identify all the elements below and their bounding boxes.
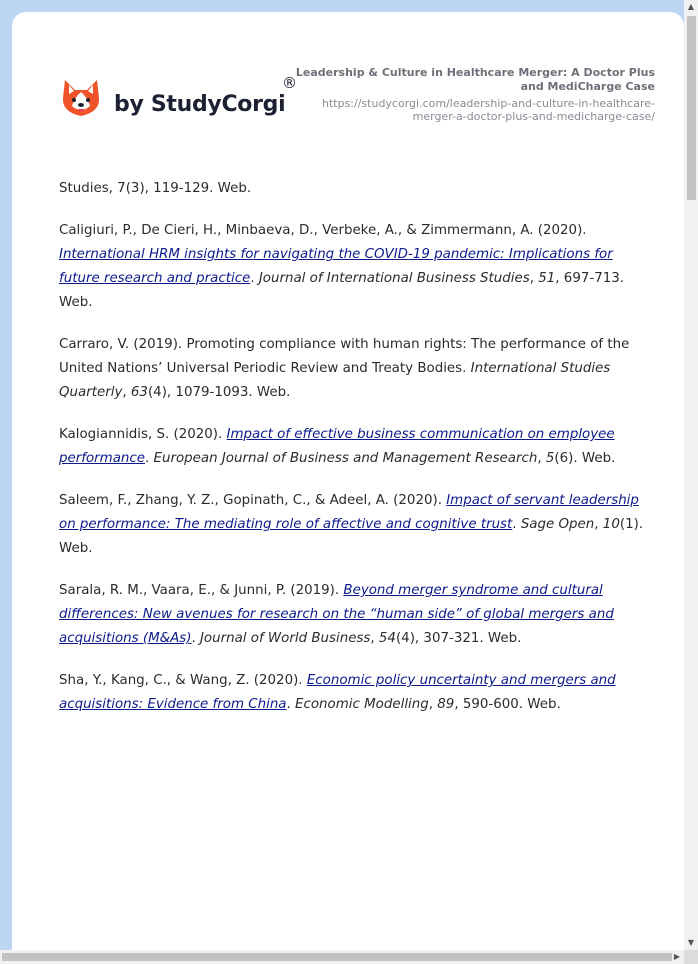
reference-title-link[interactable]: Economic policy uncertainty and mergers and acquisitions: Evidence from China xyxy=(59,673,616,712)
reference-authors: Sha, Y., Kang, C., & Wang, Z. (2020). xyxy=(59,673,307,688)
reference-separator: . xyxy=(191,631,200,646)
reference-volume: 51 xyxy=(538,271,556,286)
reference-separator: , xyxy=(594,517,603,532)
reference-separator: . xyxy=(250,271,259,286)
document-title: Leadership & Culture in Healthcare Merger: A Doctor Plus and MediCharge Case xyxy=(295,66,655,93)
reference-authors: Studies, 7(3), 119-129. Web. xyxy=(59,181,252,196)
document-page xyxy=(12,12,684,950)
reference-title-link[interactable]: Impact of servant leadership on performance: The mediating role of affective and cognitive trust xyxy=(59,493,639,532)
reference-separator: , xyxy=(428,697,438,712)
reference-details: , 590-600. Web. xyxy=(454,697,561,712)
document-header xyxy=(295,66,655,123)
reference-volume: 5 xyxy=(545,451,555,466)
reference-volume: 63 xyxy=(130,385,148,400)
horizontal-scroll-thumb[interactable] xyxy=(2,953,672,961)
reference-authors: Caligiuri, P., De Cieri, H., Minbaeva, D., Verbeke, A., & Zimmermann, A. (2020). xyxy=(59,223,587,238)
reference-details: , 697-713. Web. xyxy=(59,271,625,310)
reference-details: (6). Web. xyxy=(554,451,616,466)
scroll-up-icon[interactable]: ▲ xyxy=(687,2,695,11)
reference-authors: Carraro, V. (2019). Promoting compliance with human rights: The performance of the United Nations’ Universal Periodic Review and Treaty Bodies. xyxy=(59,337,630,376)
reference-separator: . xyxy=(512,517,521,532)
reference-separator: , xyxy=(537,451,546,466)
reference-authors: Sarala, R. M., Vaara, E., & Junni, P. (2019). xyxy=(59,583,344,598)
reference-title-link[interactable]: Beyond merger syndrome and cultural differences: New avenues for research on the “human side” of global mergers and acquisitions (M&As) xyxy=(59,583,614,646)
reference-volume: 89 xyxy=(437,697,455,712)
reference-separator: , xyxy=(370,631,379,646)
horizontal-scrollbar[interactable] xyxy=(0,950,698,964)
vertical-scrollbar[interactable] xyxy=(684,0,698,950)
reference-list xyxy=(59,177,653,735)
reference-journal: International Studies Quarterly xyxy=(59,361,611,400)
reference-separator: . xyxy=(286,697,296,712)
reference-details: (4), 1079-1093. Web. xyxy=(147,385,291,400)
reference-details: (1). Web. xyxy=(59,517,644,556)
document-url[interactable]: https://studycorgi.com/leadership-and-culture-in-healthcare-merger-a-doctor-plus-and-medicharge-case/ xyxy=(322,97,655,123)
reference-entry xyxy=(59,669,653,717)
reference-entry xyxy=(59,177,653,201)
corgi-logo-icon xyxy=(60,76,102,124)
registered-mark: ® xyxy=(282,74,297,92)
reference-entry xyxy=(59,423,653,471)
reference-journal: European Journal of Business and Management Research xyxy=(153,451,538,466)
reference-authors: Saleem, F., Zhang, Y. Z., Gopinath, C., & Adeel, A. (2020). xyxy=(59,493,447,508)
reference-journal: Sage Open xyxy=(520,517,595,532)
reference-entry xyxy=(59,219,653,315)
reference-entry xyxy=(59,579,653,651)
reference-volume: 54 xyxy=(378,631,396,646)
reference-volume: 10 xyxy=(602,517,620,532)
studycorgi-logo[interactable] xyxy=(60,74,297,124)
reference-journal: Journal of World Business xyxy=(199,631,371,646)
reference-journal: Economic Modelling xyxy=(295,697,429,712)
scroll-right-icon[interactable]: ▶ xyxy=(673,952,681,961)
reference-title-link[interactable]: Impact of effective business communication on employee performance xyxy=(59,427,615,466)
reference-journal: Journal of International Business Studies xyxy=(258,271,530,286)
reference-separator: , xyxy=(529,271,539,286)
reference-title-link[interactable]: International HRM insights for navigating the COVID-19 pandemic: Implications for future research and practice xyxy=(59,247,613,286)
reference-entry xyxy=(59,333,653,405)
reference-details: (4), 307-321. Web. xyxy=(395,631,522,646)
reference-authors: Kalogiannidis, S. (2020). xyxy=(59,427,227,442)
brand-name: by StudyCorgi xyxy=(114,91,286,117)
reference-separator: , xyxy=(122,385,131,400)
scrollbar-corner xyxy=(684,950,698,964)
reference-entry xyxy=(59,489,653,561)
reference-separator: . xyxy=(145,451,154,466)
vertical-scroll-thumb[interactable] xyxy=(687,16,696,200)
scroll-down-icon[interactable]: ▼ xyxy=(687,938,695,947)
